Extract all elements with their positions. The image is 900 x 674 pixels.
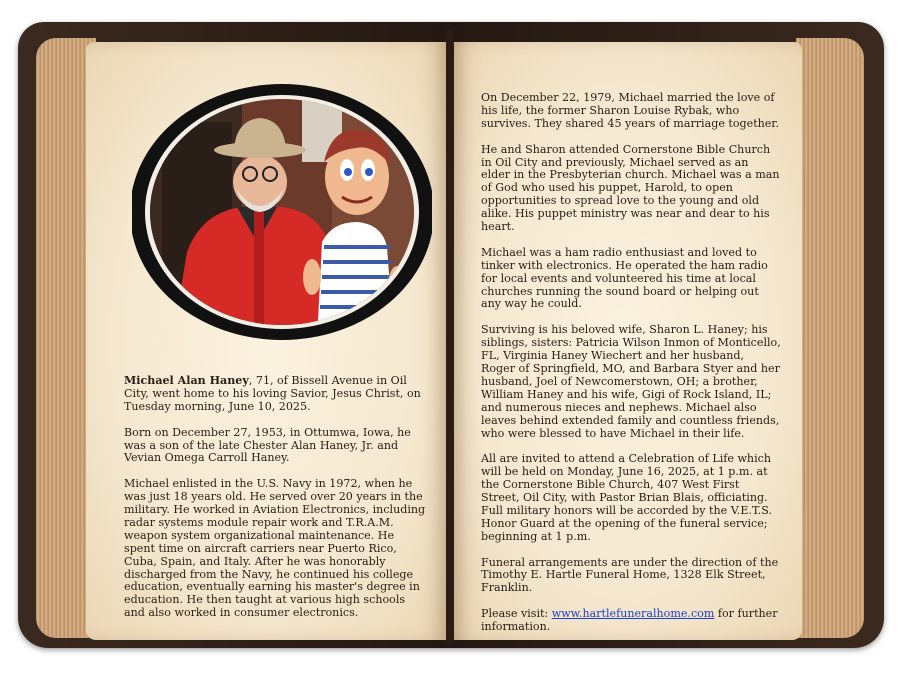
right-column-text <box>481 92 781 647</box>
portrait-photo <box>132 82 432 342</box>
navy-paragraph: Michael enlisted in the U.S. Navy in 1972, when he was just 18 years old. He served over 20 years in the military. He worked in Aviation Electronics, including radar systems module repair work and T.R.A.M. weapon system organizational maintenance. He spent time on aircraft carriers near Puerto Rico, Cuba, Spain, and Italy. After he was honorably discharged from the Navy, he continued his college education, eventually earning his master's degree in education. He then taught at various high schools and also worked in consumer electronics. <box>124 477 426 620</box>
visit-suffix: for further information. <box>481 607 778 634</box>
visit-paragraph <box>481 608 781 634</box>
obituary-intro <box>124 375 426 414</box>
page-edges-right <box>796 38 864 638</box>
deceased-name: Michael Alan Haney <box>124 374 249 387</box>
birth-paragraph: Born on December 27, 1953, in Ottumwa, Iowa, he was a son of the late Chester Alan Haney, Jr. and Vevian Omega Carroll Haney. <box>124 425 411 465</box>
funeral-home-link[interactable]: www.hartlefuneralhome.com <box>551 607 715 621</box>
church-paragraph: He and Sharon attended Cornerstone Bible Church in Oil City and previously, Michael served as an elder in the Presbyterian church. Michael was a man of God who used his puppet, Harold, to open opportunities to spread love to the young and old alike. His puppet ministry was near and dear to his heart. <box>481 142 780 234</box>
marriage-paragraph: On December 22, 1979, Michael married the love of his life, the former Sharon Louise Rybak, who survives. They shared 45 years of marriage together. <box>481 91 779 130</box>
service-paragraph: All are invited to attend a Celebration of Life which will be held on Monday, June 16, 2025, at 1 p.m. at the Cornerstone Bible Church, 407 West First Street, Oil City, with Pastor Brian Blais, officiating. Full military honors will be accorded by the V.E.T.S. Honor Guard at the opening of the funeral service; beginning at 1 p.m. <box>481 452 772 543</box>
visit-prefix: Please visit: <box>481 607 552 621</box>
left-column-text <box>124 375 426 633</box>
survivors-paragraph: Surviving is his beloved wife, Sharon L. Haney; his siblings, sisters: Patricia Wilson Inmon of Monticello, FL, Virginia Haney Wiechert and her husband, Roger of Springfield, MO, and Barbara Styer and her husband, Joel of Newcomerstown, OH; a brother, William Haney and his wife, Gigi of Rock Island, IL; and numerous nieces and nephews. Michael also leaves behind extended family and countless friends, who were blessed to have Michael in their life. <box>481 323 781 440</box>
ham-radio-paragraph: Michael was a ham radio enthusiast and loved to tinker with electronics. He operated the ham radio for local events and volunteered his time at local churches running the sound board or helping out any way he could. <box>481 245 768 311</box>
intro-text: , 71, of Bissell Avenue in Oil City, went home to his loving Savior, Jesus Christ, on Tuesday morning, June 10, 2025. <box>124 374 421 413</box>
book-spine <box>446 30 454 644</box>
funeral-home-paragraph: Funeral arrangements are under the direction of the Timothy E. Hartle Funeral Home, 1328 Elk Street, Franklin. <box>481 555 779 595</box>
